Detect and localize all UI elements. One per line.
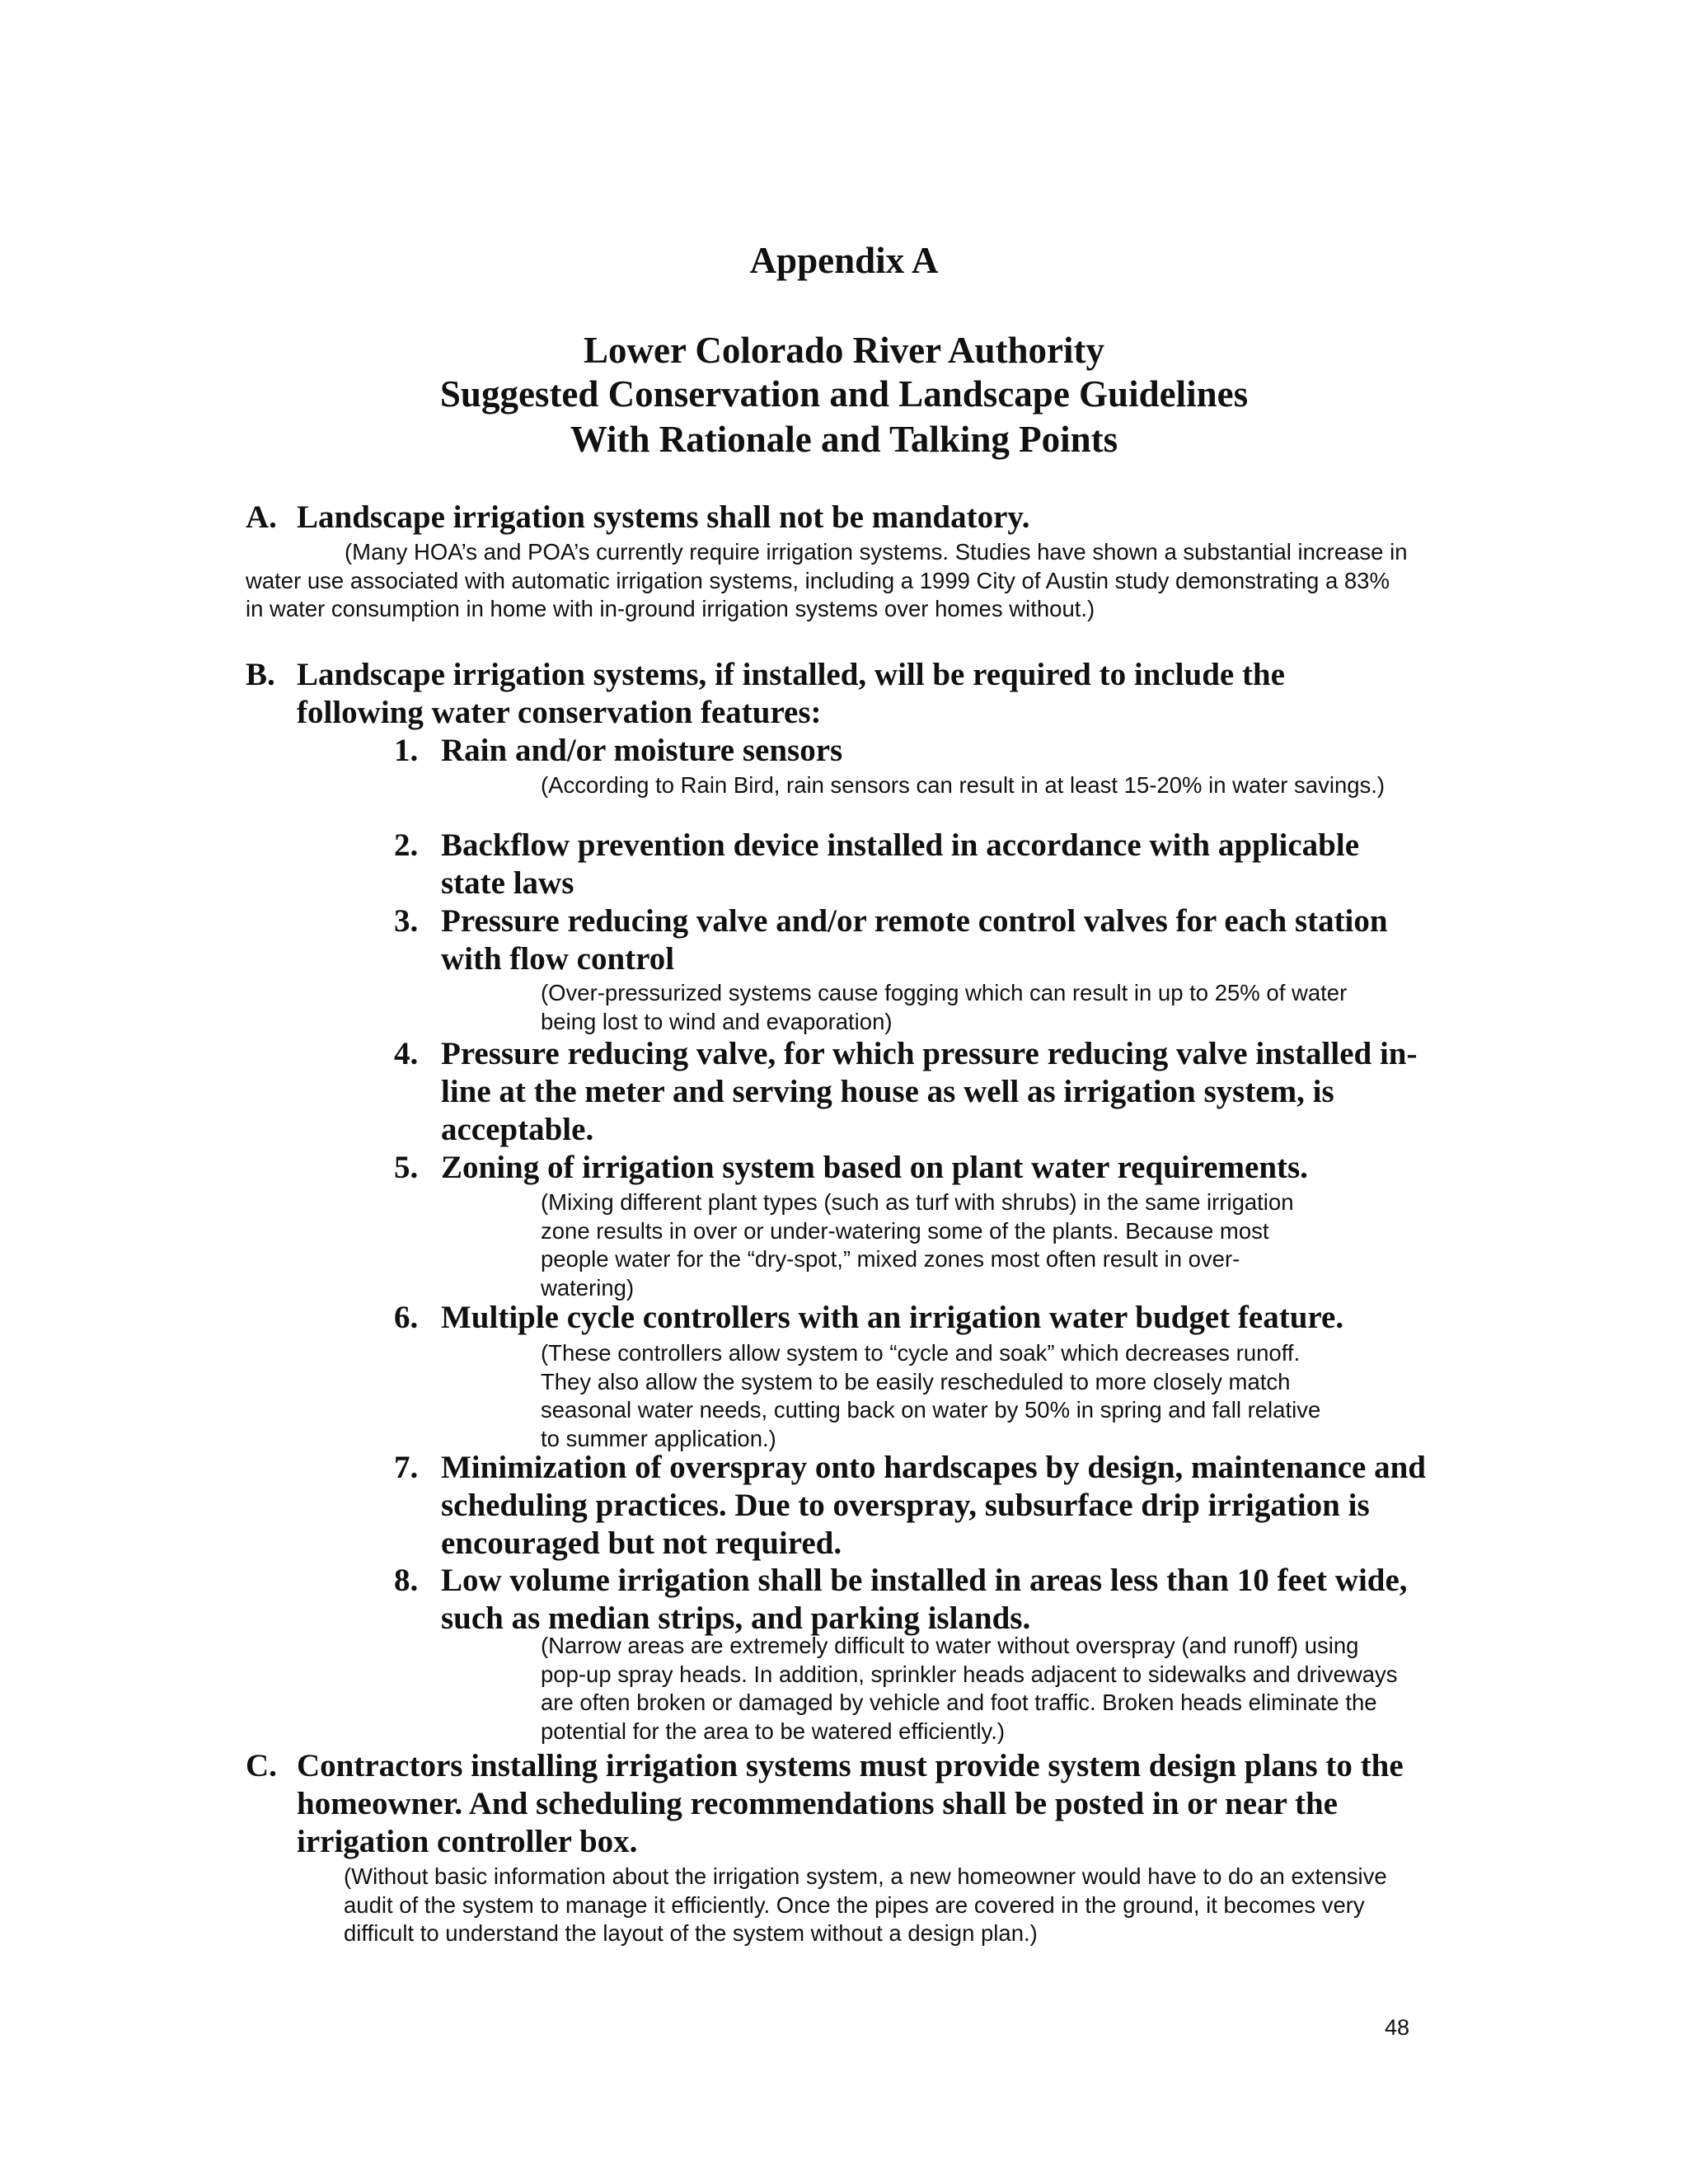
item-number: 8. [394, 1563, 419, 1598]
item-note: (Mixing different plant types (such as turf with shrubs) in the same irrigation zone results in over or under-watering some of the plants. Because most people water for the “dry-spot,” mixed zones most often result in over-watering) [541, 1189, 1294, 1301]
section-c-letter: C. [246, 1748, 277, 1783]
section-b-letter: B. [246, 657, 275, 692]
item-text: Pressure reducing valve and/or remote control valves for each station with flow control [441, 903, 1388, 977]
list-item [394, 827, 1420, 902]
item-number: 4. [394, 1036, 419, 1071]
title-line-1: Lower Colorado River Authority [583, 330, 1105, 371]
appendix-title: Appendix A [749, 240, 939, 281]
section-c-heading: Contractors installing irrigation systems must provide system design plans to the homeowner. And scheduling recommendations shall be posted in or near the irrigation controller box. [297, 1748, 1404, 1859]
section-b [246, 656, 1416, 732]
item-text: Minimization of overspray onto hardscapes by design, maintenance and scheduling practices. Due to overspray, subsurface drip irrigation is encouraged but not required. [441, 1450, 1426, 1561]
item-number: 6. [394, 1300, 419, 1335]
list-item [394, 1299, 1441, 1337]
list-item [394, 1562, 1408, 1638]
page-number: 48 [1385, 2015, 1410, 2040]
item-text: Multiple cycle controllers with an irrigation water budget feature. [441, 1300, 1344, 1335]
item-text: Pressure reducing valve, for which pressure reducing valve installed in-line at the meter and serving house as well as irrigation system, is acceptable. [441, 1036, 1418, 1147]
section-a-heading: Landscape irrigation systems shall not be mandatory. [297, 499, 1030, 535]
item-text: Low volume irrigation shall be installed in areas less than 10 feet wide, such as median strips, and parking islands. [441, 1563, 1408, 1636]
item-number: 7. [394, 1450, 419, 1485]
item-number: 1. [394, 733, 419, 768]
item-text: Rain and/or moisture sensors [441, 733, 843, 768]
item-note: (Over-pressurized systems cause fogging which can result in up to 25% of water being lost to wind and evaporation) [541, 980, 1348, 1034]
item-number: 2. [394, 827, 419, 863]
section-c [246, 1747, 1449, 1861]
item-text: Zoning of irrigation system based on plant water requirements. [441, 1150, 1308, 1185]
item-number: 3. [394, 903, 419, 939]
section-b-heading: Landscape irrigation systems, if installed, will be required to include the following water conservation features: [297, 657, 1285, 730]
section-c-note: (Without basic information about the irrigation system, a new homeowner would have to do an extensive audit of the system to manage it efficiently. Once the pipes are covered in the ground, it becomes very difficult to understand the layout of the system without a design plan.) [344, 1863, 1387, 1946]
section-a [246, 499, 1465, 537]
list-item [394, 902, 1441, 978]
item-text: Backflow prevention device installed in accordance with applicable state laws [441, 827, 1360, 901]
section-a-letter: A. [246, 499, 277, 535]
item-note: (According to Rain Bird, rain sensors can result in at least 15-20% in water savings.) [541, 772, 1386, 798]
item-number: 5. [394, 1150, 419, 1185]
list-item [394, 1449, 1432, 1563]
item-note: (Narrow areas are extremely difficult to water without overspray (and runoff) using pop-up spray heads. In addition, sprinkler heads adjacent to sidewalks and driveways are often broken or damaged by vehicle and foot traffic. Broken heads eliminate the potential for the area to be watered efficiently.) [541, 1633, 1398, 1744]
title-line-2: Suggested Conservation and Landscape Guidelines [439, 373, 1249, 415]
list-item [394, 1149, 1441, 1187]
section-a-note: (Many HOA’s and POA’s currently require irrigation systems. Studies have shown a substantial increase in water use associated with automatic irrigation systems, including a 1999 City of Austin study demonstrating a 83% in water consumption in home with in-ground irrigation systems over homes without.) [246, 539, 1408, 621]
list-item [394, 1035, 1432, 1149]
item-note: (These controllers allow system to “cycle and soak” which decreases runoff. They also allow the system to be easily rescheduled to more closely match seasonal water needs, cutting back on water by 50% in spring and fall relative to summer application.) [541, 1340, 1321, 1451]
title-line-3: With Rationale and Talking Points [570, 419, 1118, 460]
list-item [394, 732, 1441, 770]
